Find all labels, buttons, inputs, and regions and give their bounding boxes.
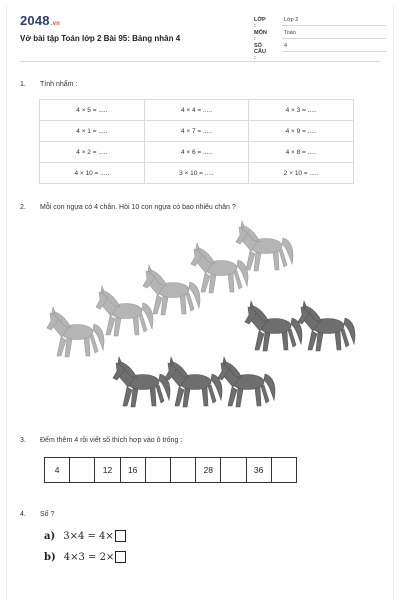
meta-value: Lớp 2 [284, 17, 299, 23]
sequence-cell: 12 [94, 457, 120, 483]
question-1-text: Tính nhẩm : [40, 81, 78, 88]
question-4b [44, 551, 126, 563]
question-2-number: 2. [20, 204, 26, 211]
table-row [40, 142, 354, 163]
sequence-cell: 4 [44, 457, 70, 483]
logo-tld: .vn [50, 21, 61, 27]
table-cell: 4 × 9 = ..... [249, 121, 354, 142]
table-cell: 4 × 6 = ..... [144, 142, 249, 163]
table-cell: 4 × 10 = ..... [40, 163, 145, 184]
meta-value: 4 [284, 43, 288, 49]
mental-math-table [39, 99, 354, 184]
header-divider [20, 61, 380, 62]
sequence-cell-blank[interactable] [170, 457, 196, 483]
item-label: a) [44, 530, 56, 542]
sequence-cell-blank[interactable] [145, 457, 171, 483]
page-title: Vở bài tập Toán lớp 2 Bài 95: Bảng nhân 4 [20, 34, 181, 43]
question-2-text: Mỗi con ngựa có 4 chân. Hỏi 10 con ngựa có bao nhiêu chân ? [40, 204, 236, 211]
answer-box[interactable] [115, 551, 126, 563]
table-cell: 3 × 10 = ..... [144, 163, 249, 184]
meta-label: SỐ CÂU : [254, 43, 266, 61]
table-cell: 4 × 1 = ..... [40, 121, 145, 142]
sequence-cell-blank[interactable] [69, 457, 95, 483]
meta-value: Toán [284, 30, 296, 36]
table-cell: 4 × 5 = ..... [40, 100, 145, 121]
question-3-text: Đếm thêm 4 rồi viết số thích hợp vào ô trống : [40, 437, 183, 444]
table-row [40, 100, 354, 121]
question-3-number: 3. [20, 437, 26, 444]
site-logo[interactable] [20, 13, 60, 28]
question-4-number: 4. [20, 511, 26, 518]
item-expression: 4×3 = 2× [63, 551, 115, 563]
question-1-number: 1. [20, 81, 26, 88]
table-cell: 4 × 3 = ..... [249, 100, 354, 121]
table-cell: 2 × 10 = ..... [249, 163, 354, 184]
table-cell: 4 × 2 = ..... [40, 142, 145, 163]
sequence-cell: 36 [246, 457, 272, 483]
answer-box[interactable] [115, 530, 126, 542]
item-label: b) [44, 551, 56, 563]
sequence-cell-blank[interactable] [271, 457, 297, 483]
table-cell: 4 × 8 = ..... [249, 142, 354, 163]
table-row [40, 163, 354, 184]
table-row [40, 121, 354, 142]
sequence-cell-blank[interactable] [220, 457, 246, 483]
table-cell: 4 × 7 = ..... [144, 121, 249, 142]
page-card [6, 6, 394, 600]
question-4a [44, 530, 126, 542]
counting-sequence [44, 457, 297, 483]
question-4-text: Số ? [40, 511, 55, 518]
meta-label: LỚP : [254, 17, 266, 29]
table-cell: 4 × 4 = ..... [144, 100, 249, 121]
sequence-cell: 16 [120, 457, 146, 483]
meta-label: MÔN : [254, 30, 267, 42]
item-expression: 3×4 = 4× [63, 530, 114, 542]
sequence-cell: 28 [195, 457, 221, 483]
logo-text: 2048 [20, 13, 50, 28]
